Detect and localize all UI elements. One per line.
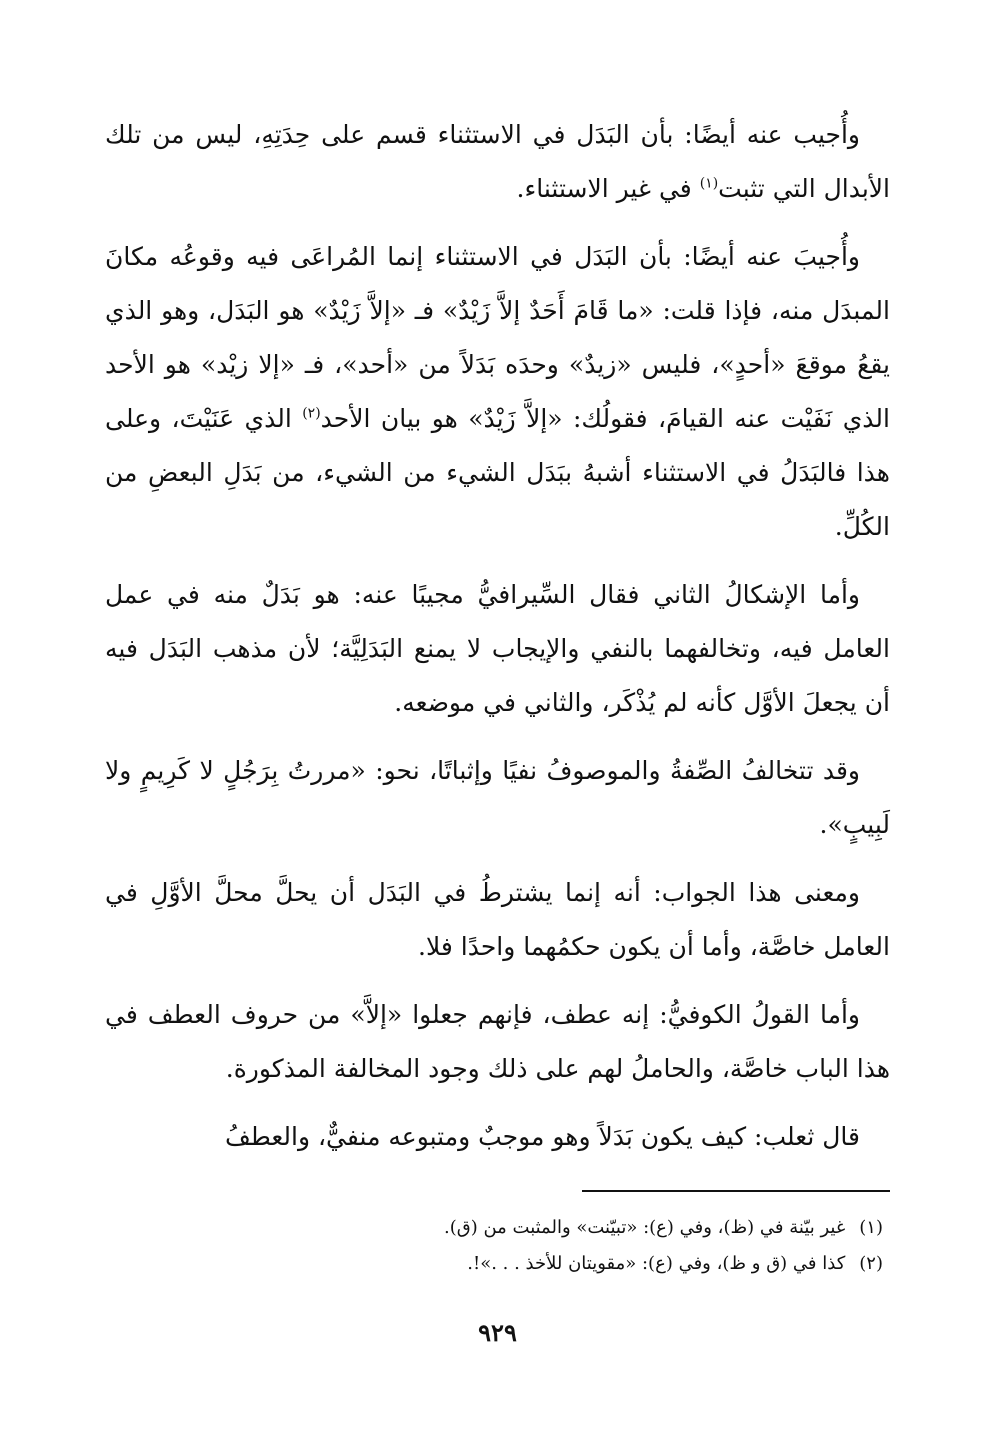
footnote-marker-2[interactable]: (٢): [302, 405, 321, 422]
paragraph-5: [105, 866, 890, 974]
page-number: ٩٢٩: [478, 1318, 517, 1347]
footnote-number: (١): [859, 1217, 883, 1238]
footnote-number: (٢): [859, 1253, 883, 1274]
footnote-marker-1[interactable]: (١): [699, 175, 719, 192]
paragraph-4: [105, 744, 890, 852]
paragraph-6: [105, 988, 890, 1096]
paragraph-text: في غير الاستثناء.: [516, 174, 700, 203]
paragraph-text: وأما القولُ الكوفيُّ: إنه عطف، فإنهم جعلوا «إلاَّ» من حروف العطف في هذا الباب خاصَّة، والحاملُ لهم على ذلك وجود المخالفة المذكورة.: [105, 1000, 890, 1083]
footnote-separator: [582, 1190, 890, 1192]
footnote-2: [103, 1246, 883, 1282]
footnotes: [103, 1210, 883, 1282]
paragraph-3: [105, 568, 890, 730]
paragraph-text: الذي عَنَيْتَ، وعلى هذا فالبَدَلُ في الاستثناء أشبهُ ببَدَل الشيء من الشيء، من بَدَلِ البعضِ من الكُلِّ.: [105, 404, 890, 541]
paragraph-text: وقد تتخالفُ الصِّفةُ والموصوفُ نفيًا وإثباتًا، نحو: «مررتُ بِرَجُلٍ لا كَرِيمٍ ولا لَبِيبٍ».: [105, 756, 890, 839]
page-body: [105, 108, 890, 1178]
paragraph-text: قال ثعلب: كيف يكون بَدَلاً وهو موجبٌ ومتبوعه منفيٌّ، والعطفُ: [224, 1122, 860, 1151]
paragraph-7: [105, 1110, 890, 1164]
paragraph-text: وأُجيبَ عنه أيضًا: بأن البَدَل في الاستثناء إنما المُراعَى فيه وقوعُه مكانَ المبدَل منه، فإذا قلت: «ما قَامَ أَحَدٌ إلاَّ زَيْدٌ» فـ «إلاَّ زَيْدٌ» هو البَدَل، وهو الذي يقعُ موقعَ «أحدٍ»، فليس «زيدٌ» وحدَه بَدَلاً من «أحد»، فـ «إلا زيْد» هو الأحد الذي نَفَيْت عنه القيامَ، فقولُك: «إلاَّ زَيْدٌ» هو بيان الأحد: [105, 242, 890, 433]
paragraph-1: [105, 108, 890, 216]
footnote-text: غير بيّنة في (ظ)، وفي (ع): «تبيّنت» والمثبت من (ق).: [444, 1217, 846, 1238]
footnote-text: كذا في (ق و ظ)، وفي (ع): «مقويتان للأخذ . . .»!.: [467, 1253, 846, 1274]
footnote-1: [103, 1210, 883, 1246]
paragraph-text: ومعنى هذا الجواب: أنه إنما يشترطُ في البَدَل أن يحلَّ محلَّ الأوَّلِ في العامل خاصَّة، وأما أن يكون حكمُهما واحدًا فلا.: [105, 878, 890, 961]
paragraph-2: [105, 230, 890, 554]
paragraph-text: وأما الإشكالُ الثاني فقال السِّيرافيُّ مجيبًا عنه: هو بَدَلٌ منه في عمل العامل فيه، وتخالفهما بالنفي والإيجاب لا يمنع البَدَلِيَّة؛ لأن مذهب البَدَل فيه أن يجعلَ الأوَّل كأنه لم يُذْكَر، والثاني في موضعه.: [105, 580, 890, 717]
paragraph-text: وأُجيب عنه أيضًا: بأن البَدَل في الاستثناء قسم على حِدَتِهِ، ليس من تلك الأبدال التي تثبت: [105, 120, 890, 203]
